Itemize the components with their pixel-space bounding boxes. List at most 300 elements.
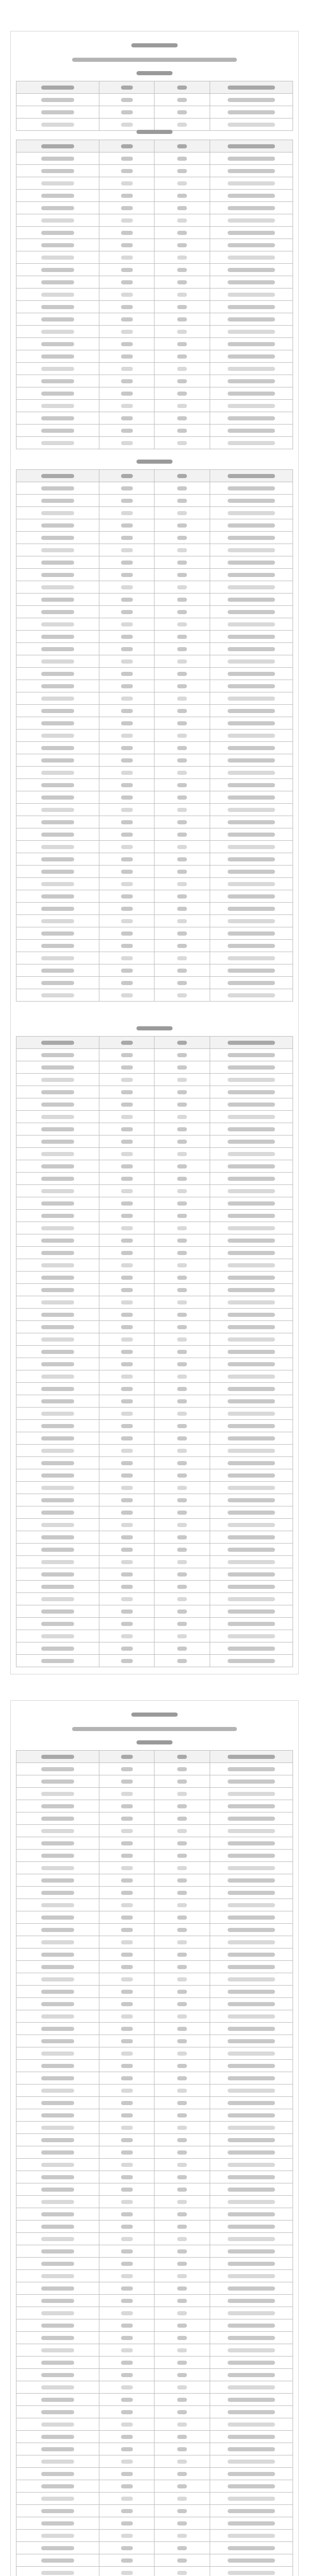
table-cell — [99, 1911, 154, 1924]
table-cell — [154, 313, 210, 326]
table-cell — [99, 1123, 154, 1136]
table-cell — [99, 2035, 154, 2047]
table-row — [16, 251, 293, 264]
table-row — [16, 1936, 293, 1948]
table-cell — [99, 754, 154, 767]
table-cell — [16, 94, 99, 106]
table-cell — [16, 1197, 99, 1210]
table-row — [16, 190, 293, 202]
table-cell — [210, 1383, 293, 1395]
table-row — [16, 1395, 293, 1408]
table-cell — [154, 1259, 210, 1272]
table-cell — [99, 2554, 154, 2567]
table-cell — [16, 1309, 99, 1321]
table-cell — [154, 2493, 210, 2505]
table-cell — [210, 1445, 293, 1457]
table-cell — [99, 106, 154, 118]
table-cell — [99, 1556, 154, 1568]
table-cell — [16, 977, 99, 989]
table-cell — [210, 804, 293, 816]
table-cell — [99, 2097, 154, 2109]
table-cell — [154, 2295, 210, 2307]
table-cell — [16, 2171, 99, 2183]
table-row — [16, 890, 293, 903]
table-cell — [99, 1098, 154, 1111]
table-cell — [210, 2023, 293, 2035]
table-cell — [210, 1309, 293, 1321]
table-cell — [154, 1061, 210, 1074]
table-cell — [16, 1986, 99, 1998]
table-cell — [210, 1936, 293, 1948]
table-cell — [154, 1197, 210, 1210]
table-cell — [16, 1185, 99, 1197]
table-row — [16, 1420, 293, 1432]
table-cell — [99, 2047, 154, 2060]
table-cell — [154, 1936, 210, 1948]
table-cell — [99, 1420, 154, 1432]
table-cell — [154, 1395, 210, 1408]
table-row — [16, 2394, 293, 2406]
table-cell — [210, 2455, 293, 2468]
table-cell — [16, 313, 99, 326]
table-row — [16, 581, 293, 594]
table-cell — [154, 338, 210, 350]
table-cell — [16, 544, 99, 556]
table-row — [16, 350, 293, 363]
table-cell — [154, 2171, 210, 2183]
table-cell — [99, 1763, 154, 1775]
table-cell — [210, 2258, 293, 2270]
table-cell — [154, 190, 210, 202]
table-cell — [16, 2394, 99, 2406]
table-cell — [99, 878, 154, 890]
table-cell — [210, 1247, 293, 1259]
table-cell — [99, 313, 154, 326]
table-row — [16, 1358, 293, 1370]
table-cell — [210, 264, 293, 276]
table-cell — [16, 2307, 99, 2319]
table-cell — [154, 375, 210, 387]
table-row — [16, 152, 293, 165]
table-cell — [154, 2270, 210, 2282]
table-cell — [210, 841, 293, 853]
table-cell — [154, 977, 210, 989]
table-cell — [16, 289, 99, 301]
table-cell — [210, 1296, 293, 1309]
table-row — [16, 2282, 293, 2295]
table-row — [16, 1049, 293, 1061]
table-cell — [16, 1556, 99, 1568]
table-row — [16, 2183, 293, 2196]
table-row — [16, 606, 293, 618]
table-row — [16, 1259, 293, 1272]
table-row — [16, 2221, 293, 2233]
table-cell — [99, 363, 154, 375]
table-cell — [99, 643, 154, 655]
table-cell — [154, 2357, 210, 2369]
table-row — [16, 507, 293, 519]
table-cell — [99, 1309, 154, 1321]
table-row — [16, 239, 293, 251]
table-cell — [154, 594, 210, 606]
table-cell — [16, 1210, 99, 1222]
table-row — [16, 668, 293, 680]
table-cell — [210, 1259, 293, 1272]
table-row — [16, 2171, 293, 2183]
table-cell — [210, 2431, 293, 2443]
table-cell — [210, 2221, 293, 2233]
table-cell — [210, 1788, 293, 1800]
table-cell — [210, 1173, 293, 1185]
table-cell — [154, 890, 210, 903]
table-cell — [210, 1605, 293, 1618]
table-cell — [99, 2455, 154, 2468]
table-cell — [210, 1642, 293, 1655]
table-cell — [99, 915, 154, 927]
table-cell — [210, 482, 293, 495]
table-cell — [16, 841, 99, 853]
table-row — [16, 1531, 293, 1544]
table-cell — [154, 581, 210, 594]
table-cell — [154, 289, 210, 301]
table-cell — [99, 1812, 154, 1825]
table-cell — [99, 1593, 154, 1605]
table-cell — [99, 2332, 154, 2344]
table-cell — [16, 1788, 99, 1800]
table-row — [16, 1605, 293, 1618]
table-cell — [16, 1775, 99, 1788]
table-header-cell — [210, 470, 293, 482]
table-cell — [16, 495, 99, 507]
table-cell — [210, 631, 293, 643]
table-header-cell — [16, 470, 99, 482]
table-cell — [16, 1618, 99, 1630]
table-cell — [210, 1618, 293, 1630]
table-cell — [99, 1148, 154, 1160]
table-group-d — [16, 1036, 293, 1667]
table-cell — [210, 2480, 293, 2493]
table-header-row — [16, 140, 293, 152]
table-cell — [99, 866, 154, 878]
table-cell — [99, 2146, 154, 2159]
table-cell — [154, 1185, 210, 1197]
table-cell — [16, 1445, 99, 1457]
table-cell — [16, 1961, 99, 1973]
table-row — [16, 2455, 293, 2468]
table-cell — [16, 569, 99, 581]
table-cell — [154, 2431, 210, 2443]
table-cell — [99, 2468, 154, 2480]
table-header-cell — [154, 1037, 210, 1049]
table-row — [16, 1185, 293, 1197]
table-cell — [210, 717, 293, 730]
table-cell — [16, 1544, 99, 1556]
table-cell — [99, 1111, 154, 1123]
table-cell — [99, 1544, 154, 1556]
table-cell — [210, 350, 293, 363]
table-cell — [99, 387, 154, 400]
table-row — [16, 643, 293, 655]
table-row — [16, 363, 293, 375]
table-cell — [210, 2233, 293, 2245]
table-group-e — [16, 1750, 293, 2576]
table-cell — [154, 631, 210, 643]
table-cell — [154, 989, 210, 1002]
table-row — [16, 1899, 293, 1911]
table-header-row — [16, 470, 293, 482]
table-cell — [16, 594, 99, 606]
table-row — [16, 866, 293, 878]
table-cell — [210, 1763, 293, 1775]
table-group-b — [16, 140, 293, 449]
table-row — [16, 927, 293, 940]
table-cell — [210, 412, 293, 425]
table-cell — [99, 1222, 154, 1234]
table-cell — [154, 2109, 210, 2122]
table-cell — [154, 556, 210, 569]
table-cell — [16, 214, 99, 227]
table-row — [16, 214, 293, 227]
table-cell — [210, 1049, 293, 1061]
table-cell — [16, 2344, 99, 2357]
table-cell — [99, 1210, 154, 1222]
table-cell — [99, 1333, 154, 1346]
table-cell — [210, 1272, 293, 1284]
table-row — [16, 730, 293, 742]
table-cell — [99, 668, 154, 680]
table-cell — [99, 903, 154, 915]
table-cell — [99, 594, 154, 606]
table-row — [16, 1098, 293, 1111]
table-row — [16, 1197, 293, 1210]
table-row — [16, 2357, 293, 2369]
table-row — [16, 1924, 293, 1936]
table-cell — [210, 1346, 293, 1358]
table-cell — [210, 2245, 293, 2258]
table-row — [16, 1370, 293, 1383]
table-cell — [16, 1383, 99, 1395]
table-cell — [16, 1346, 99, 1358]
table-row — [16, 2319, 293, 2332]
table-cell — [210, 1160, 293, 1173]
table-cell — [210, 227, 293, 239]
table-cell — [210, 2159, 293, 2171]
table-row — [16, 1519, 293, 1531]
table-row — [16, 1123, 293, 1136]
table-cell — [16, 2418, 99, 2431]
table-cell — [210, 400, 293, 412]
table-row — [16, 1432, 293, 1445]
table-row — [16, 1642, 293, 1655]
table-cell — [154, 1812, 210, 1825]
table-cell — [16, 1049, 99, 1061]
table-cell — [154, 1420, 210, 1432]
table-cell — [16, 350, 99, 363]
table-cell — [210, 1197, 293, 1210]
group-heading — [11, 454, 298, 469]
table-cell — [154, 1788, 210, 1800]
table-cell — [99, 841, 154, 853]
table-cell — [154, 2159, 210, 2171]
table-cell — [16, 1837, 99, 1850]
table-cell — [154, 1924, 210, 1936]
table-cell — [210, 425, 293, 437]
table-cell — [210, 1800, 293, 1812]
table-cell — [99, 1061, 154, 1074]
table-cell — [210, 1568, 293, 1581]
table-cell — [154, 519, 210, 532]
table-cell — [99, 705, 154, 717]
table-row — [16, 1986, 293, 1998]
table-cell — [99, 2406, 154, 2418]
table-cell — [154, 2394, 210, 2406]
table-cell — [210, 1812, 293, 1825]
table-cell — [99, 1074, 154, 1086]
table-row — [16, 952, 293, 964]
table-cell — [210, 1457, 293, 1469]
table-row — [16, 1284, 293, 1296]
table-cell — [16, 2468, 99, 2480]
table-cell — [99, 2208, 154, 2221]
table-cell — [210, 2097, 293, 2109]
table-cell — [210, 1948, 293, 1961]
table-cell — [210, 2493, 293, 2505]
table-cell — [210, 2134, 293, 2146]
table-cell — [154, 569, 210, 581]
table-cell — [210, 239, 293, 251]
table-cell — [210, 742, 293, 754]
table-cell — [16, 1061, 99, 1074]
table-cell — [16, 927, 99, 940]
table-cell — [99, 2357, 154, 2369]
table-cell — [154, 2010, 210, 2023]
table-cell — [210, 437, 293, 449]
table-row — [16, 1887, 293, 1899]
table-cell — [154, 214, 210, 227]
table-row — [16, 1655, 293, 1667]
table-cell — [210, 606, 293, 618]
table-header-cell — [210, 1751, 293, 1763]
table-cell — [154, 387, 210, 400]
table-cell — [210, 2344, 293, 2357]
table-cell — [154, 2047, 210, 2060]
table-cell — [210, 1482, 293, 1494]
table-cell — [16, 2146, 99, 2159]
table-cell — [210, 2146, 293, 2159]
table-cell — [16, 2493, 99, 2505]
table-cell — [154, 1874, 210, 1887]
table-cell — [210, 1973, 293, 1986]
table-row — [16, 1812, 293, 1825]
table-cell — [99, 1160, 154, 1173]
table-cell — [210, 1874, 293, 1887]
table-cell — [210, 964, 293, 977]
table-row — [16, 2480, 293, 2493]
table-cell — [16, 1173, 99, 1185]
table-row — [16, 2493, 293, 2505]
group-heading — [11, 65, 298, 81]
table-cell — [99, 2505, 154, 2517]
table-cell — [99, 791, 154, 804]
table-cell — [16, 680, 99, 692]
table-cell — [154, 2554, 210, 2567]
table-cell — [16, 964, 99, 977]
table-cell — [210, 556, 293, 569]
table-cell — [210, 363, 293, 375]
table-row — [16, 1333, 293, 1346]
table-cell — [210, 668, 293, 680]
table-row — [16, 964, 293, 977]
table-header-cell — [16, 1037, 99, 1049]
table-cell — [154, 1432, 210, 1445]
table-cell — [210, 853, 293, 866]
table-cell — [210, 338, 293, 350]
table-row — [16, 264, 293, 276]
table-cell — [16, 2134, 99, 2146]
table-cell — [99, 1445, 154, 1457]
table-cell — [210, 1837, 293, 1850]
table-cell — [154, 742, 210, 754]
table-cell — [210, 214, 293, 227]
table-cell — [16, 1887, 99, 1899]
table-cell — [16, 1358, 99, 1370]
table-cell — [16, 1074, 99, 1086]
table-cell — [210, 2171, 293, 2183]
table-cell — [16, 2443, 99, 2455]
table-cell — [210, 730, 293, 742]
table-row — [16, 1296, 293, 1309]
table-cell — [99, 1788, 154, 1800]
table-cell — [99, 2542, 154, 2554]
table-row — [16, 2146, 293, 2159]
table-cell — [16, 2381, 99, 2394]
table-cell — [99, 1494, 154, 1506]
table-cell — [210, 977, 293, 989]
table-cell — [210, 1961, 293, 1973]
table-cell — [210, 2332, 293, 2344]
table-cell — [99, 2196, 154, 2208]
table-cell — [99, 730, 154, 742]
table-cell — [154, 2530, 210, 2542]
table-cell — [16, 2023, 99, 2035]
table-cell — [210, 1531, 293, 1544]
table-cell — [16, 2258, 99, 2270]
table-cell — [210, 816, 293, 828]
table-cell — [99, 227, 154, 239]
table-cell — [210, 2406, 293, 2418]
table-row — [16, 1346, 293, 1358]
table-row — [16, 1788, 293, 1800]
table-cell — [210, 544, 293, 556]
table-cell — [154, 1111, 210, 1123]
table-cell — [210, 692, 293, 705]
table-cell — [210, 581, 293, 594]
table-row — [16, 437, 293, 449]
table-cell — [210, 2084, 293, 2097]
table-cell — [16, 1998, 99, 2010]
table-cell — [99, 2282, 154, 2295]
table-cell — [210, 202, 293, 214]
table-row — [16, 2431, 293, 2443]
table-cell — [16, 1924, 99, 1936]
table-cell — [210, 1544, 293, 1556]
table-cell — [16, 866, 99, 878]
table-cell — [99, 1247, 154, 1259]
table-cell — [99, 1948, 154, 1961]
table-cell — [16, 1593, 99, 1605]
table-cell — [154, 680, 210, 692]
table-cell — [16, 705, 99, 717]
